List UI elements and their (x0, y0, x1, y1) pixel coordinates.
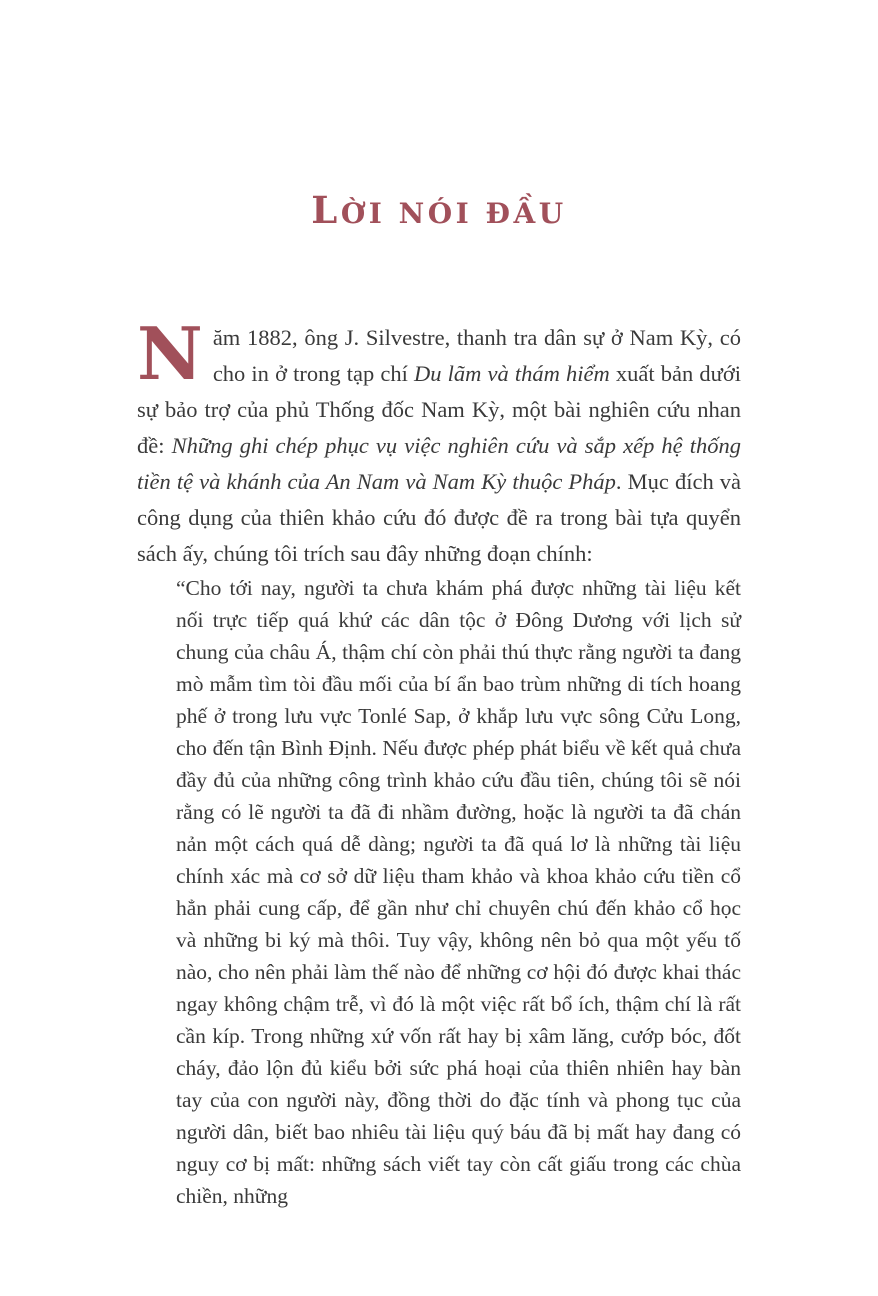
quote-paragraph: “Cho tới nay, người ta chưa khám phá được những tài liệu kết nối trực tiếp quá khứ các dân tộc ở Đông Dương với lịch sử chung của châu Á, thậm chí còn phải thú thực rằng người ta đang mò mẫm tìm tòi đầu mối của bí ẩn bao trùm những di tích hoang phế ở trong lưu vực Tonlé Sap, ở khắp lưu vực sông Cửu Long, cho đến tận Bình Định. Nếu được phép phát biểu về kết quả chưa đầy đủ của những công trình khảo cứu đầu tiên, chúng tôi sẽ nói rằng có lẽ người ta đã đi nhầm đường, hoặc là người ta đã chán nản một cách quá dễ dàng; người ta đã quá lơ là những tài liệu chính xác mà cơ sở dữ liệu tham khảo và khoa khảo cứu tiền cổ hẳn phải cung cấp, để gần như chỉ chuyên chú đến khảo cổ học và những bi ký mà thôi. Tuy vậy, không nên bỏ qua một yếu tố nào, cho nên phải làm thế nào để những cơ hội đó được khai thác ngay không chậm trễ, vì đó là một việc rất bổ ích, thậm chí là rất cần kíp. Trong những xứ vốn rất hay bị xâm lăng, cướp bóc, đốt cháy, đảo lộn đủ kiểu bởi sức phá hoại của thiên nhiên hay bàn tay của con người này, đồng thời do đặc tính và phong tục của người dân, biết bao nhiêu tài liệu quý báu đã bị mất hay đang có nguy cơ bị mất: những sách viết tay còn cất giấu trong các chùa chiền, những (176, 576, 741, 1208)
opening-paragraph (137, 311, 742, 572)
chapter-title-rest: ỜI NÓI ĐẦU (340, 197, 567, 230)
opening-paragraph-text: ăm 1882, ông J. Silvestre, thanh tra dân sự ở Nam Kỳ, có cho in ở trong tạp chí Du lãm và thám hiểm xuất bản dưới sự bảo trợ của phủ Thống đốc Nam Kỳ, một bài nghiên cứu nhan đề: Những ghi chép phục vụ việc nghiên cứu và sắp xếp hệ thống tiền tệ và khánh của An Nam và Nam Kỳ thuộc Pháp. Mục đích và công dụng của thiên khảo cứu đó được đề ra trong bài tựa quyển sách ấy, chúng tôi trích sau đây những đoạn chính: (137, 325, 742, 566)
chapter-title (0, 190, 878, 234)
dropcap-letter: N (137, 311, 203, 396)
chapter-title-initial: L (311, 188, 341, 232)
